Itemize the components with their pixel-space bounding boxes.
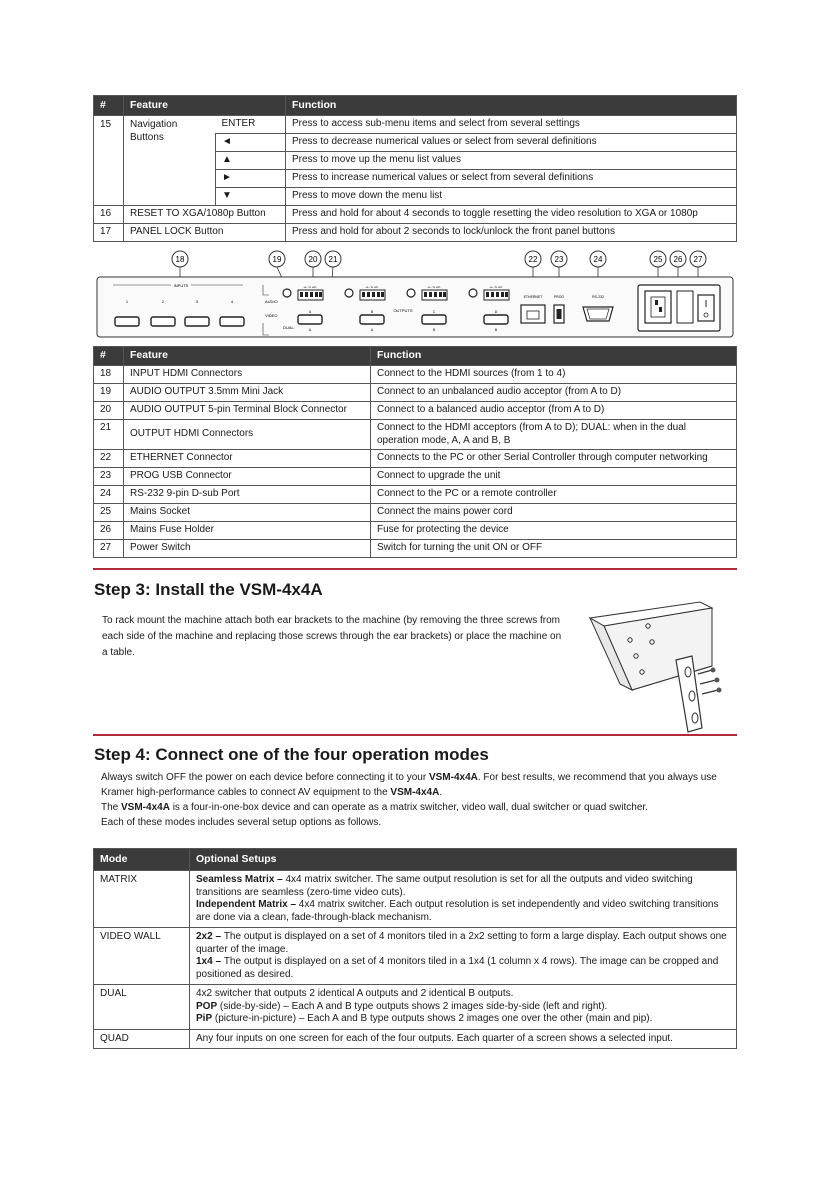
svg-text:24: 24 <box>593 255 603 264</box>
svg-text:22: 22 <box>528 255 538 264</box>
mode-setups: 4x2 switcher that outputs 2 identical A outputs and 2 identical B outputs. POP (side-by-side) – Each A and B type outputs shows 2 images side-by-side (left and right). PiP (picture-in-picture) – Each A and B type outputs shows 2 images one over the other (main and pip). <box>190 985 737 1030</box>
row-num: 25 <box>94 504 124 522</box>
row-feature: PANEL LOCK Button <box>124 224 286 242</box>
svg-text:B: B <box>370 310 374 314</box>
mode-setups: Any four inputs on one screen for each of the four outputs. Each quarter of a screen shows a selected input. <box>190 1029 737 1049</box>
table-row <box>94 420 737 450</box>
row-feature: Navigation Buttons <box>124 116 216 206</box>
mode-name: DUAL <box>94 985 190 1030</box>
row-feature: AUDIO OUTPUT 3.5mm Mini Jack <box>124 384 371 402</box>
svg-text:AUDIO: AUDIO <box>265 299 278 304</box>
col-header-feature: Feature <box>124 96 286 116</box>
mode-name: QUAD <box>94 1029 190 1049</box>
svg-text:+L- G +R-: +L- G +R- <box>365 285 379 289</box>
row-num: 27 <box>94 540 124 558</box>
row-function: Press to increase numerical values or select from several definitions <box>286 170 737 188</box>
table-row <box>94 206 737 224</box>
row-feature: Mains Fuse Holder <box>124 522 371 540</box>
row-function: Connect to the PC or a remote controller <box>371 486 737 504</box>
step4-paragraph-1: Always switch OFF the power on each device before connecting it to your VSM-4x4A. For best results, we recommend that you always use Kramer high-performance cables to connect AV equipment to the VSM-4x4A. <box>101 772 717 798</box>
row-sub-button: ◄ <box>216 134 286 152</box>
svg-text:DUAL:: DUAL: <box>283 325 295 330</box>
row-num: 16 <box>94 206 124 224</box>
table-row <box>94 468 737 486</box>
col-header-mode: Mode <box>94 849 190 871</box>
row-num: 19 <box>94 384 124 402</box>
row-function: Switch for turning the unit ON or OFF <box>371 540 737 558</box>
row-function: Press to move down the menu list <box>286 188 737 206</box>
row-num: 15 <box>94 116 124 206</box>
row-num: 24 <box>94 486 124 504</box>
svg-text:2: 2 <box>161 299 165 304</box>
col-header-num: # <box>94 96 124 116</box>
svg-text:RS-232: RS-232 <box>592 295 604 299</box>
row-function: Press to access sub-menu items and select from several settings <box>286 116 737 134</box>
svg-text:C: C <box>432 310 436 314</box>
col-header-num: # <box>94 347 124 366</box>
row-num: 20 <box>94 402 124 420</box>
row-function: Connect to a balanced audio acceptor (from A to D) <box>371 402 737 420</box>
table-row-video-wall <box>94 928 737 985</box>
table-row-matrix <box>94 871 737 928</box>
col-header-feature: Feature <box>124 347 371 366</box>
table-row <box>94 384 737 402</box>
table-row <box>94 116 737 134</box>
mode-name: MATRIX <box>94 871 190 928</box>
table-row <box>94 540 737 558</box>
table-row <box>94 450 737 468</box>
svg-text:INPUTS: INPUTS <box>173 283 189 288</box>
rear-panel-feature-table <box>93 346 737 558</box>
row-function: Connect the mains power cord <box>371 504 737 522</box>
svg-text:A: A <box>370 328 374 332</box>
row-function: Press and hold for about 4 seconds to toggle resetting the video resolution to XGA or 1080p <box>286 206 737 224</box>
row-num: 17 <box>94 224 124 242</box>
table-header-row <box>94 347 737 366</box>
row-feature: OUTPUT HDMI Connectors <box>124 420 371 450</box>
svg-text:D: D <box>494 310 498 314</box>
row-function: Press to decrease numerical values or select from several definitions <box>286 134 737 152</box>
row-num: 23 <box>94 468 124 486</box>
table-header-row <box>94 96 737 116</box>
row-num: 26 <box>94 522 124 540</box>
svg-text:19: 19 <box>272 255 282 264</box>
mode-setups: Seamless Matrix – 4x4 matrix switcher. The same output resolution is set for all the outputs and video switching transitions are seamless (zero-time video cuts). Independent Matrix – 4x4 matrix switcher. Each output resolution is set independently and video switching transitions are done via a clean, fade-through-black mechanism. <box>190 871 737 928</box>
svg-text:+L- G +R-: +L- G +R- <box>489 285 503 289</box>
row-function: Connect to an unbalanced audio acceptor (from A to D) <box>371 384 737 402</box>
svg-text:18: 18 <box>175 255 185 264</box>
svg-text:OUTPUTS: OUTPUTS <box>393 308 413 313</box>
row-function: Press and hold for about 2 seconds to lock/unlock the front panel buttons <box>286 224 737 242</box>
row-function: Press to move up the menu list values <box>286 152 737 170</box>
svg-text:3: 3 <box>195 299 199 304</box>
table-row <box>94 522 737 540</box>
section-divider <box>93 568 737 570</box>
step4-paragraph-3: Each of these modes includes several setup options as follows. <box>101 817 382 828</box>
row-function: Connect to the HDMI sources (from 1 to 4) <box>371 366 737 384</box>
svg-text:4: 4 <box>230 299 234 304</box>
row-sub-button: ▲ <box>216 152 286 170</box>
step3-text: To rack mount the machine attach both ear brackets to the machine (by removing the three screws from each side of the machine and replacing those screws through the ear brackets) or place the machine on a table. <box>102 615 562 658</box>
mode-setups: 2x2 – The output is displayed on a set of 4 monitors tiled in a 2x2 setting to form a large display. Each output shows one quarter of the image. 1x4 – The output is displayed on a set of 4 monitors tiled in a 1x4 (1 column x 4 rows). The image can be cropped and positioned as desired. <box>190 928 737 985</box>
svg-text:26: 26 <box>673 255 683 264</box>
row-feature: ETHERNET Connector <box>124 450 371 468</box>
row-feature: Power Switch <box>124 540 371 558</box>
row-sub-button: ENTER <box>216 116 286 134</box>
row-feature: AUDIO OUTPUT 5-pin Terminal Block Connector <box>124 402 371 420</box>
svg-text:+L- G +R-: +L- G +R- <box>427 285 441 289</box>
row-sub-button: ► <box>216 170 286 188</box>
svg-text:B: B <box>494 328 498 332</box>
rack-mount-illustration <box>580 596 740 736</box>
step4-title: Step 4: Connect one of the four operation modes <box>94 745 489 764</box>
svg-text:20: 20 <box>308 255 318 264</box>
row-feature: INPUT HDMI Connectors <box>124 366 371 384</box>
mode-name: VIDEO WALL <box>94 928 190 985</box>
front-panel-feature-table <box>93 95 737 242</box>
section-divider <box>93 734 737 736</box>
row-num: 22 <box>94 450 124 468</box>
row-function: Connect to the HDMI acceptors (from A to D); DUAL: when in the dual operation mode, A, A and B, B <box>371 420 737 450</box>
table-row <box>94 504 737 522</box>
row-feature: RESET TO XGA/1080p Button <box>124 206 286 224</box>
svg-text:1: 1 <box>125 299 129 304</box>
operation-modes-table <box>93 848 737 1049</box>
svg-text:B: B <box>432 328 436 332</box>
row-feature: RS-232 9-pin D-sub Port <box>124 486 371 504</box>
svg-text:PROG: PROG <box>553 295 565 299</box>
table-row <box>94 402 737 420</box>
svg-text:VIDEO: VIDEO <box>265 313 278 318</box>
svg-text:23: 23 <box>554 255 564 264</box>
row-num: 18 <box>94 366 124 384</box>
table-row-quad <box>94 1029 737 1049</box>
table-row <box>94 224 737 242</box>
table-row-dual <box>94 985 737 1030</box>
svg-text:27: 27 <box>693 255 703 264</box>
col-header-function: Function <box>286 96 737 116</box>
svg-text:+L- G +R-: +L- G +R- <box>303 285 317 289</box>
step4-intro <box>101 770 731 830</box>
step3-title: Step 3: Install the VSM-4x4A <box>94 580 323 599</box>
row-feature: Mains Socket <box>124 504 371 522</box>
svg-text:A: A <box>308 328 312 332</box>
table-header-row <box>94 849 737 871</box>
row-function: Connects to the PC or other Serial Controller through computer networking <box>371 450 737 468</box>
table-row <box>94 366 737 384</box>
row-num: 21 <box>94 420 124 450</box>
step4-paragraph-2: The VSM-4x4A is a four-in-one-box device and can operate as a matrix switcher, video wall, dual switcher or quad switcher. <box>101 802 648 813</box>
row-feature: PROG USB Connector <box>124 468 371 486</box>
svg-text:21: 21 <box>328 255 338 264</box>
col-header-function: Function <box>371 347 737 366</box>
row-function: Fuse for protecting the device <box>371 522 737 540</box>
svg-text:25: 25 <box>653 255 663 264</box>
mains-module <box>638 285 720 331</box>
table-row <box>94 486 737 504</box>
svg-text:ETHERNET: ETHERNET <box>523 295 543 299</box>
svg-text:A: A <box>308 310 312 314</box>
col-header-setups: Optional Setups <box>190 849 737 871</box>
rear-panel-diagram <box>93 245 737 341</box>
row-sub-button: ▼ <box>216 188 286 206</box>
row-function: Connect to upgrade the unit <box>371 468 737 486</box>
